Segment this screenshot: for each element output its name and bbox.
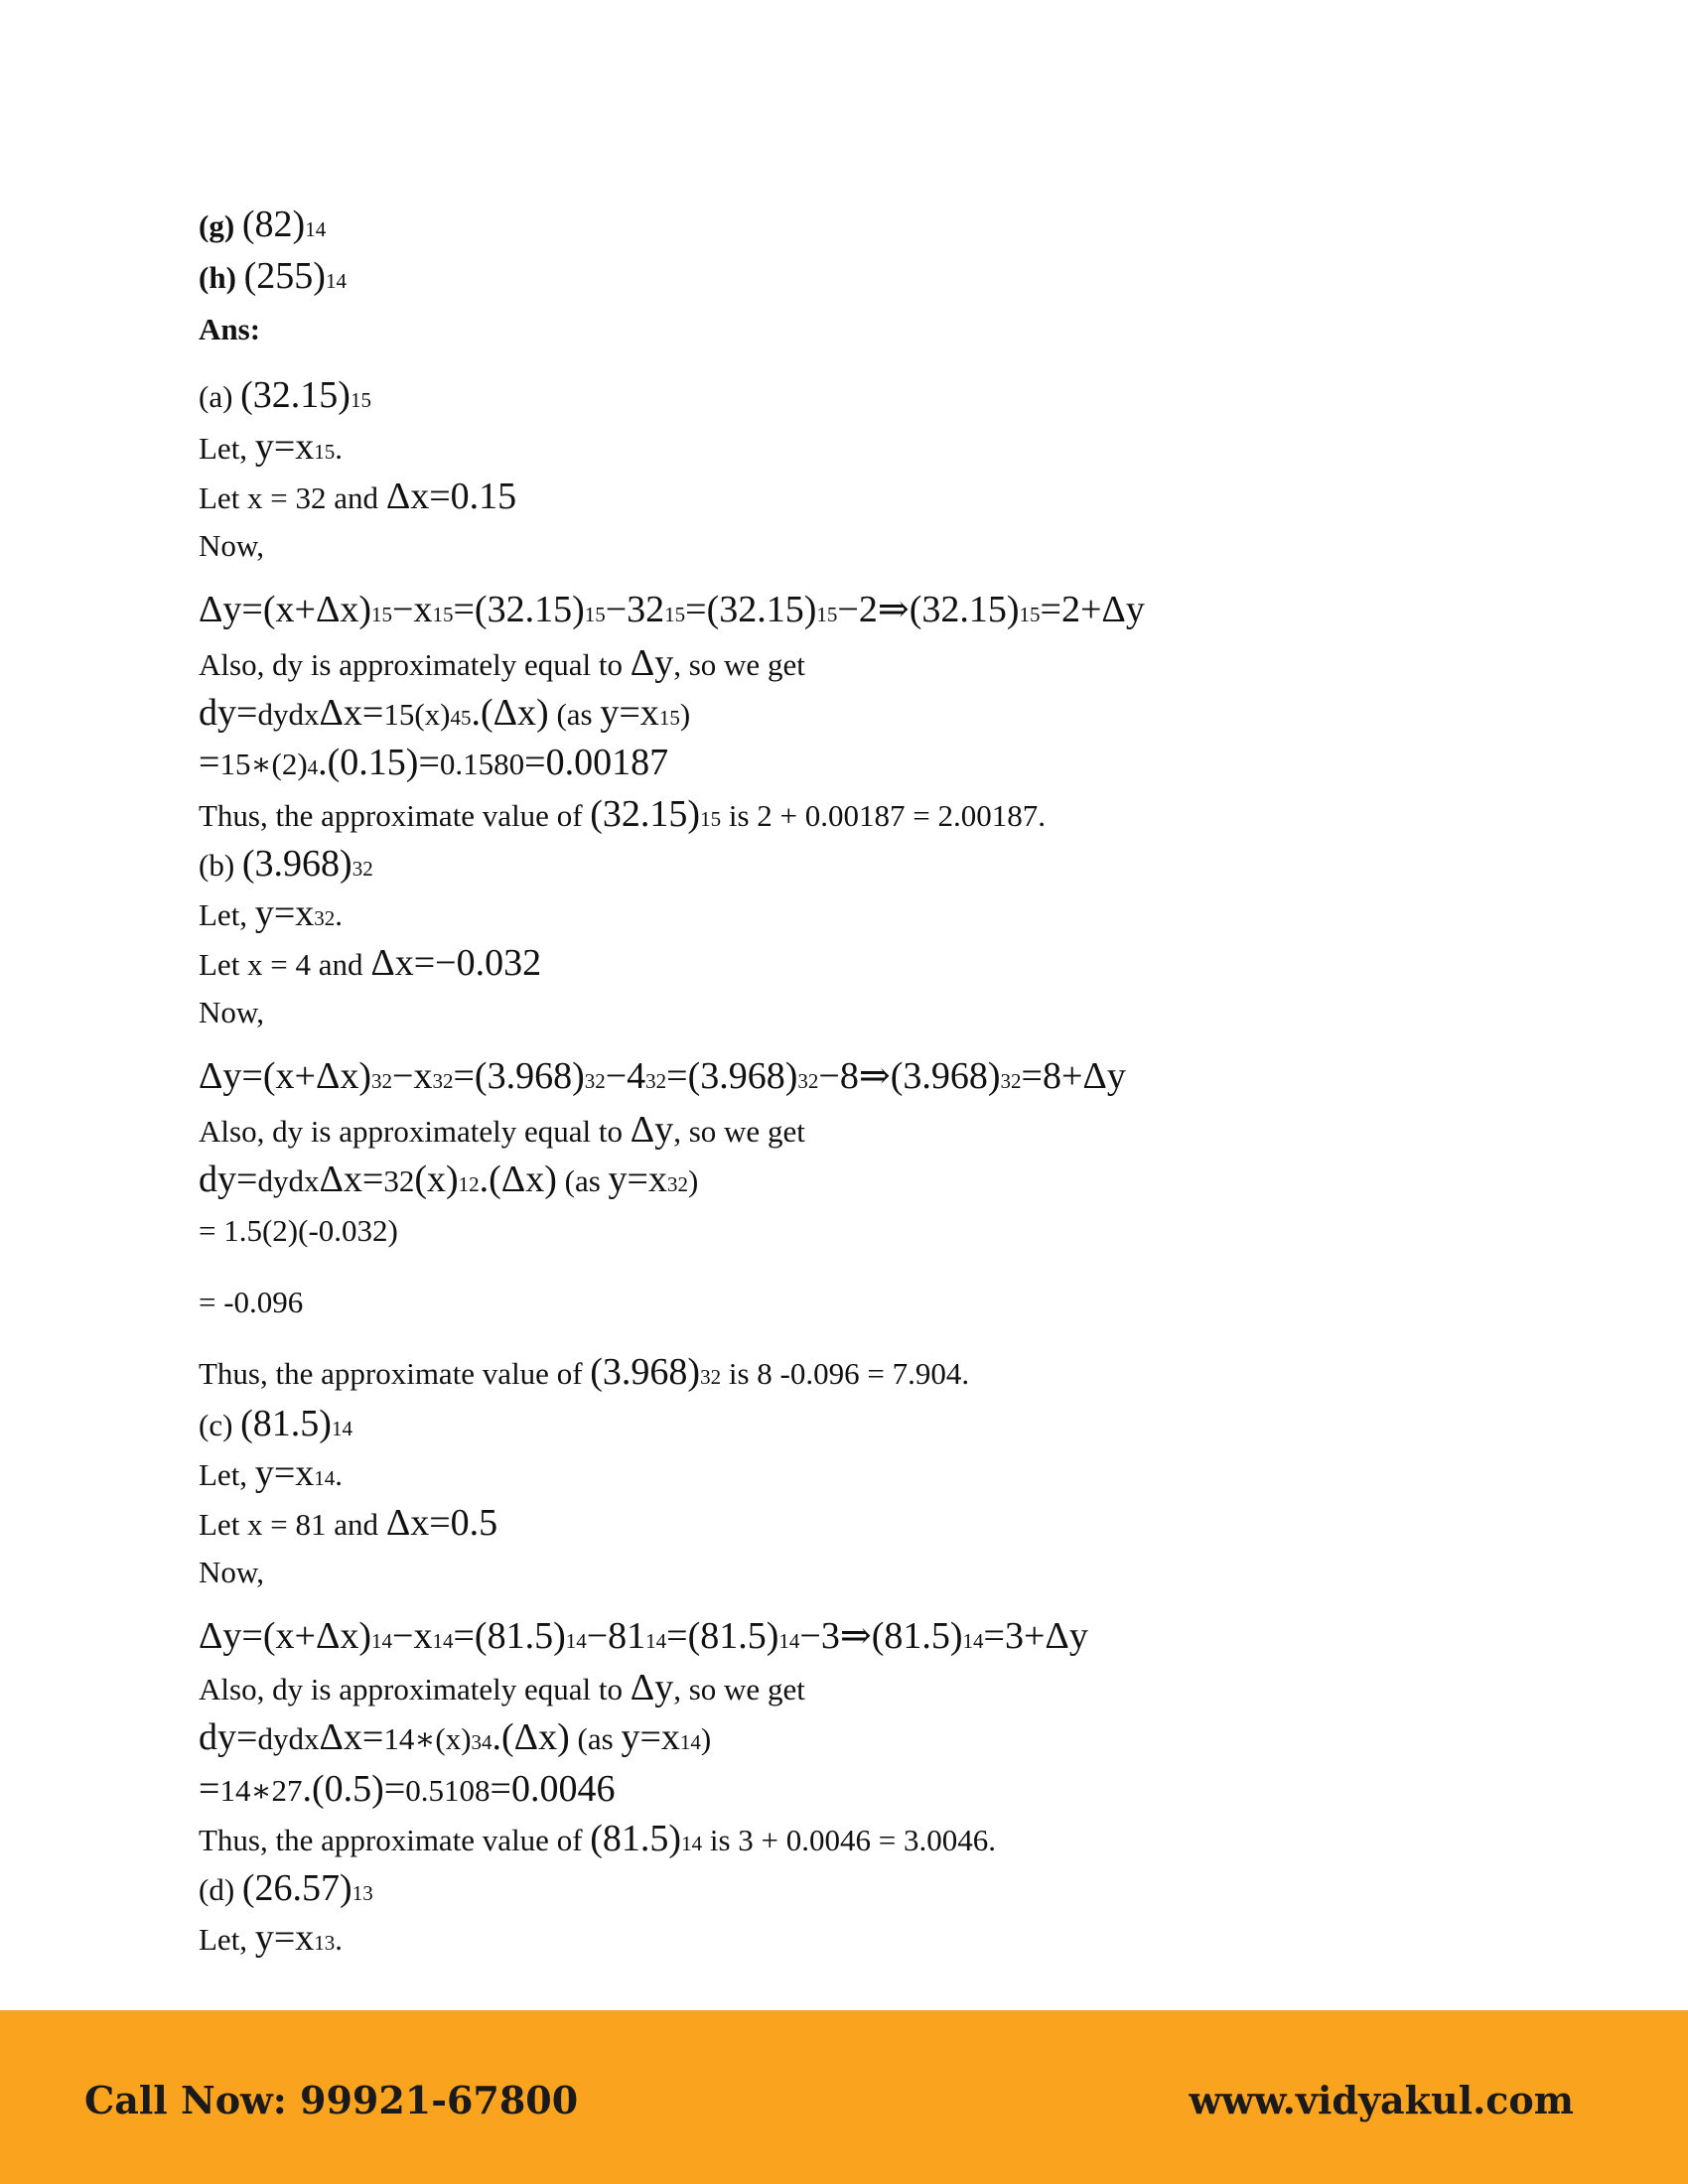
exponent-text: 15 (371, 603, 393, 626)
math-text: Δx= (319, 692, 384, 734)
exponent-text: 32 (432, 1069, 454, 1093)
exponent-text: 14 (565, 1629, 587, 1653)
math-text: Δy=(x+Δx) (199, 1615, 372, 1657)
math-text: .(Δx) (471, 692, 549, 734)
math-text: (255) (243, 255, 326, 297)
text-line (199, 526, 264, 566)
math-text: (81.5) (590, 1818, 682, 1859)
text-line (199, 375, 371, 420)
text-run: (c) (199, 1408, 241, 1442)
text-line (199, 844, 373, 888)
math-text: = (199, 1768, 220, 1810)
text-run: (d) (199, 1872, 242, 1907)
math-text: =(3.968) (453, 1055, 585, 1097)
text-run: dydx (257, 1163, 320, 1198)
text-run: (h) (199, 260, 236, 295)
text-run: Now, (199, 1555, 265, 1589)
text-run: (g) (199, 208, 235, 243)
text-run: Now, (199, 995, 265, 1029)
text-run: 32 (383, 1163, 415, 1198)
math-text: −8⇒(3.968) (818, 1055, 1001, 1097)
math-text: =0.0046 (490, 1768, 616, 1810)
text-run: Let x = 32 and (199, 480, 386, 515)
text-run: (b) (199, 848, 242, 883)
text-run: (a) (199, 379, 241, 414)
text-run: Also, dy is approximately equal to (199, 1114, 631, 1149)
exponent-text: 32 (645, 1069, 667, 1093)
text-line (199, 1352, 969, 1397)
text-run: . (335, 431, 343, 466)
text-line (199, 1056, 1126, 1101)
text-run: 15∗(2) (219, 747, 308, 781)
math-text: =(32.15) (453, 589, 585, 630)
math-text: −2⇒(32.15) (837, 589, 1020, 630)
exponent-text: 15 (664, 603, 686, 626)
footer-banner (0, 2010, 1688, 2184)
exponent-text: 14 (645, 1629, 667, 1653)
text-run: 15(x) (383, 697, 451, 732)
exponent-text: 14 (432, 1629, 454, 1653)
text-run: (as (556, 1163, 609, 1198)
text-line (199, 1503, 497, 1545)
text-run (236, 260, 244, 295)
math-text: =0.00187 (524, 742, 669, 783)
text-run: . (335, 1457, 343, 1492)
exponent-text: 15 (584, 603, 606, 626)
text-run: . (335, 897, 343, 932)
exponent-text: 4 (307, 755, 319, 779)
text-run: , so we get (673, 1672, 805, 1706)
exponent-text: 32 (584, 1069, 606, 1093)
text-line (199, 1160, 698, 1204)
math-text: Δy (630, 1109, 674, 1151)
exponent-text: 14 (679, 1730, 701, 1754)
text-line (199, 477, 516, 518)
exponent-text: 14 (962, 1629, 984, 1653)
text-run: Let, (199, 1457, 255, 1492)
math-text: = (199, 742, 220, 783)
exponent-text: 45 (450, 706, 472, 730)
exponent-text: 12 (458, 1172, 480, 1196)
text-run: Let x = 4 and (199, 947, 371, 982)
text-run: (as (569, 1721, 622, 1756)
math-text: =8+Δy (1021, 1055, 1126, 1097)
text-line (199, 1717, 711, 1762)
math-text: y=x (254, 426, 315, 468)
math-text: .(0.5)= (302, 1768, 406, 1810)
math-text: −x (392, 1615, 433, 1657)
text-run: dydx (257, 697, 320, 732)
math-text: −x (392, 1055, 433, 1097)
math-text: −81 (586, 1615, 646, 1657)
text-run: . (335, 1922, 343, 1957)
math-text: (3.968) (590, 1351, 701, 1393)
exponent-text: 32 (1000, 1069, 1022, 1093)
math-text: Δx= (319, 1159, 384, 1200)
text-run: Also, dy is approximately equal to (199, 647, 631, 682)
text-line (199, 1553, 264, 1592)
math-text: Δx=−0.032 (370, 942, 542, 984)
text-run: = -0.096 (199, 1285, 304, 1319)
math-text: =(32.15) (685, 589, 817, 630)
text-line (199, 1110, 805, 1152)
text-run: 0.5108 (405, 1773, 491, 1808)
text-line (199, 205, 326, 249)
exponent-text: 15 (432, 603, 454, 626)
math-text: −x (392, 589, 433, 630)
text-run: , so we get (673, 647, 805, 682)
math-text: .(0.15)= (318, 742, 440, 783)
text-line (199, 1404, 352, 1448)
text-line (199, 893, 343, 938)
math-text: =(3.968) (666, 1055, 798, 1097)
text-run: , so we get (673, 1114, 805, 1149)
math-text: (81.5) (240, 1403, 332, 1444)
math-text: (26.57) (241, 1867, 352, 1909)
math-text: (x) (414, 1159, 459, 1200)
text-run: 0.1580 (439, 747, 525, 781)
text-run: Also, dy is approximately equal to (199, 1672, 631, 1706)
math-text: y=x (621, 1716, 680, 1758)
math-text: (32.15) (590, 793, 701, 835)
website-link[interactable]: www.vidyakul.com (1189, 2078, 1574, 2122)
exponent-text: 32 (314, 906, 336, 930)
text-run: is 8 -0.096 = 7.904. (721, 1356, 970, 1391)
exponent-text: 14 (305, 217, 327, 241)
math-text: Δy (630, 642, 674, 684)
exponent-text: 14 (681, 1832, 703, 1855)
text-line (199, 1211, 398, 1251)
math-text: −4 (605, 1055, 646, 1097)
text-run: = 1.5(2)(-0.032) (199, 1213, 398, 1248)
math-text: y=x (254, 892, 315, 934)
exponent-text: 34 (471, 1730, 492, 1754)
math-text: dy= (199, 692, 258, 734)
text-line (199, 1769, 615, 1811)
text-line (199, 1616, 1088, 1661)
math-text: Δx=0.15 (385, 476, 517, 517)
text-line (199, 743, 668, 787)
math-text: Δy=(x+Δx) (199, 589, 372, 630)
text-line (199, 643, 805, 685)
text-run: is 3 + 0.0046 = 3.0046. (702, 1823, 996, 1857)
text-run: Thus, the approximate value of (199, 798, 591, 833)
math-text: y=x (254, 1917, 315, 1959)
exponent-text: 32 (797, 1069, 819, 1093)
text-line (199, 943, 541, 985)
math-text: −3⇒(81.5) (799, 1615, 963, 1657)
text-line (199, 993, 264, 1032)
text-run: Now, (199, 528, 265, 563)
math-text: =3+Δy (983, 1615, 1088, 1657)
math-text: y=x (600, 692, 659, 734)
exponent-text: 15 (700, 807, 722, 831)
exponent-text: 32 (666, 1172, 688, 1196)
math-text: dy= (199, 1159, 258, 1200)
text-run: dydx (257, 1721, 320, 1756)
text-run: Thus, the approximate value of (199, 1823, 591, 1857)
exponent-text: 13 (352, 1881, 373, 1905)
exponent-text: 32 (700, 1365, 722, 1389)
text-run (234, 208, 242, 243)
exponent-text: 14 (331, 1417, 352, 1440)
text-run: ) (687, 1163, 699, 1198)
text-line (199, 1668, 805, 1709)
text-run: Let, (199, 431, 255, 466)
text-run: Let x = 81 and (199, 1507, 386, 1542)
text-line (199, 256, 347, 301)
math-text: (3.968) (241, 843, 352, 885)
exponent-text: 15 (658, 706, 680, 730)
text-line (199, 590, 1145, 634)
exponent-text: 15 (1019, 603, 1041, 626)
math-text: (32.15) (240, 374, 351, 416)
math-text: y=x (608, 1159, 667, 1200)
exponent-text: 15 (350, 388, 371, 412)
text-line (199, 1819, 996, 1863)
exponent-text: 32 (352, 857, 373, 881)
exponent-text: 13 (314, 1931, 336, 1955)
text-line (199, 794, 1046, 839)
exponent-text: 15 (816, 603, 838, 626)
call-now-text: Call Now: 99921-67800 (84, 2078, 579, 2122)
exponent-text: 14 (314, 1466, 336, 1490)
text-run: 14∗(x) (383, 1721, 472, 1756)
math-text: Δy (630, 1667, 674, 1708)
text-run: (as (548, 697, 601, 732)
math-text: Δx= (319, 1716, 384, 1758)
text-run: ) (679, 697, 691, 732)
math-text: .(Δx) (479, 1159, 557, 1200)
math-text: =2+Δy (1040, 589, 1145, 630)
text-run: Ans: (199, 312, 261, 346)
text-run: Let, (199, 897, 255, 932)
exponent-text: 15 (314, 440, 336, 464)
exponent-text: 14 (325, 269, 347, 293)
text-line (199, 693, 690, 738)
text-line (199, 1868, 373, 1913)
math-text: y=x (254, 1452, 315, 1494)
math-text: Δx=0.5 (385, 1502, 498, 1544)
text-run: Thus, the approximate value of (199, 1356, 591, 1391)
math-text: −32 (605, 589, 665, 630)
text-line (199, 1453, 343, 1498)
math-text: (82) (241, 204, 306, 245)
text-run: ) (700, 1721, 712, 1756)
math-text: Δy=(x+Δx) (199, 1055, 372, 1097)
math-text: =(81.5) (666, 1615, 779, 1657)
text-line (199, 1283, 303, 1322)
exponent-text: 32 (371, 1069, 393, 1093)
math-text: dy= (199, 1716, 258, 1758)
text-run: 14∗27 (219, 1773, 303, 1808)
text-run: is 2 + 0.00187 = 2.00187. (721, 798, 1046, 833)
text-line (199, 427, 343, 472)
math-text: .(Δx) (492, 1716, 570, 1758)
exponent-text: 14 (778, 1629, 800, 1653)
exponent-text: 14 (371, 1629, 393, 1653)
text-line (199, 1918, 343, 1963)
math-text: =(81.5) (453, 1615, 566, 1657)
text-line (199, 310, 260, 349)
text-run: Let, (199, 1922, 255, 1957)
